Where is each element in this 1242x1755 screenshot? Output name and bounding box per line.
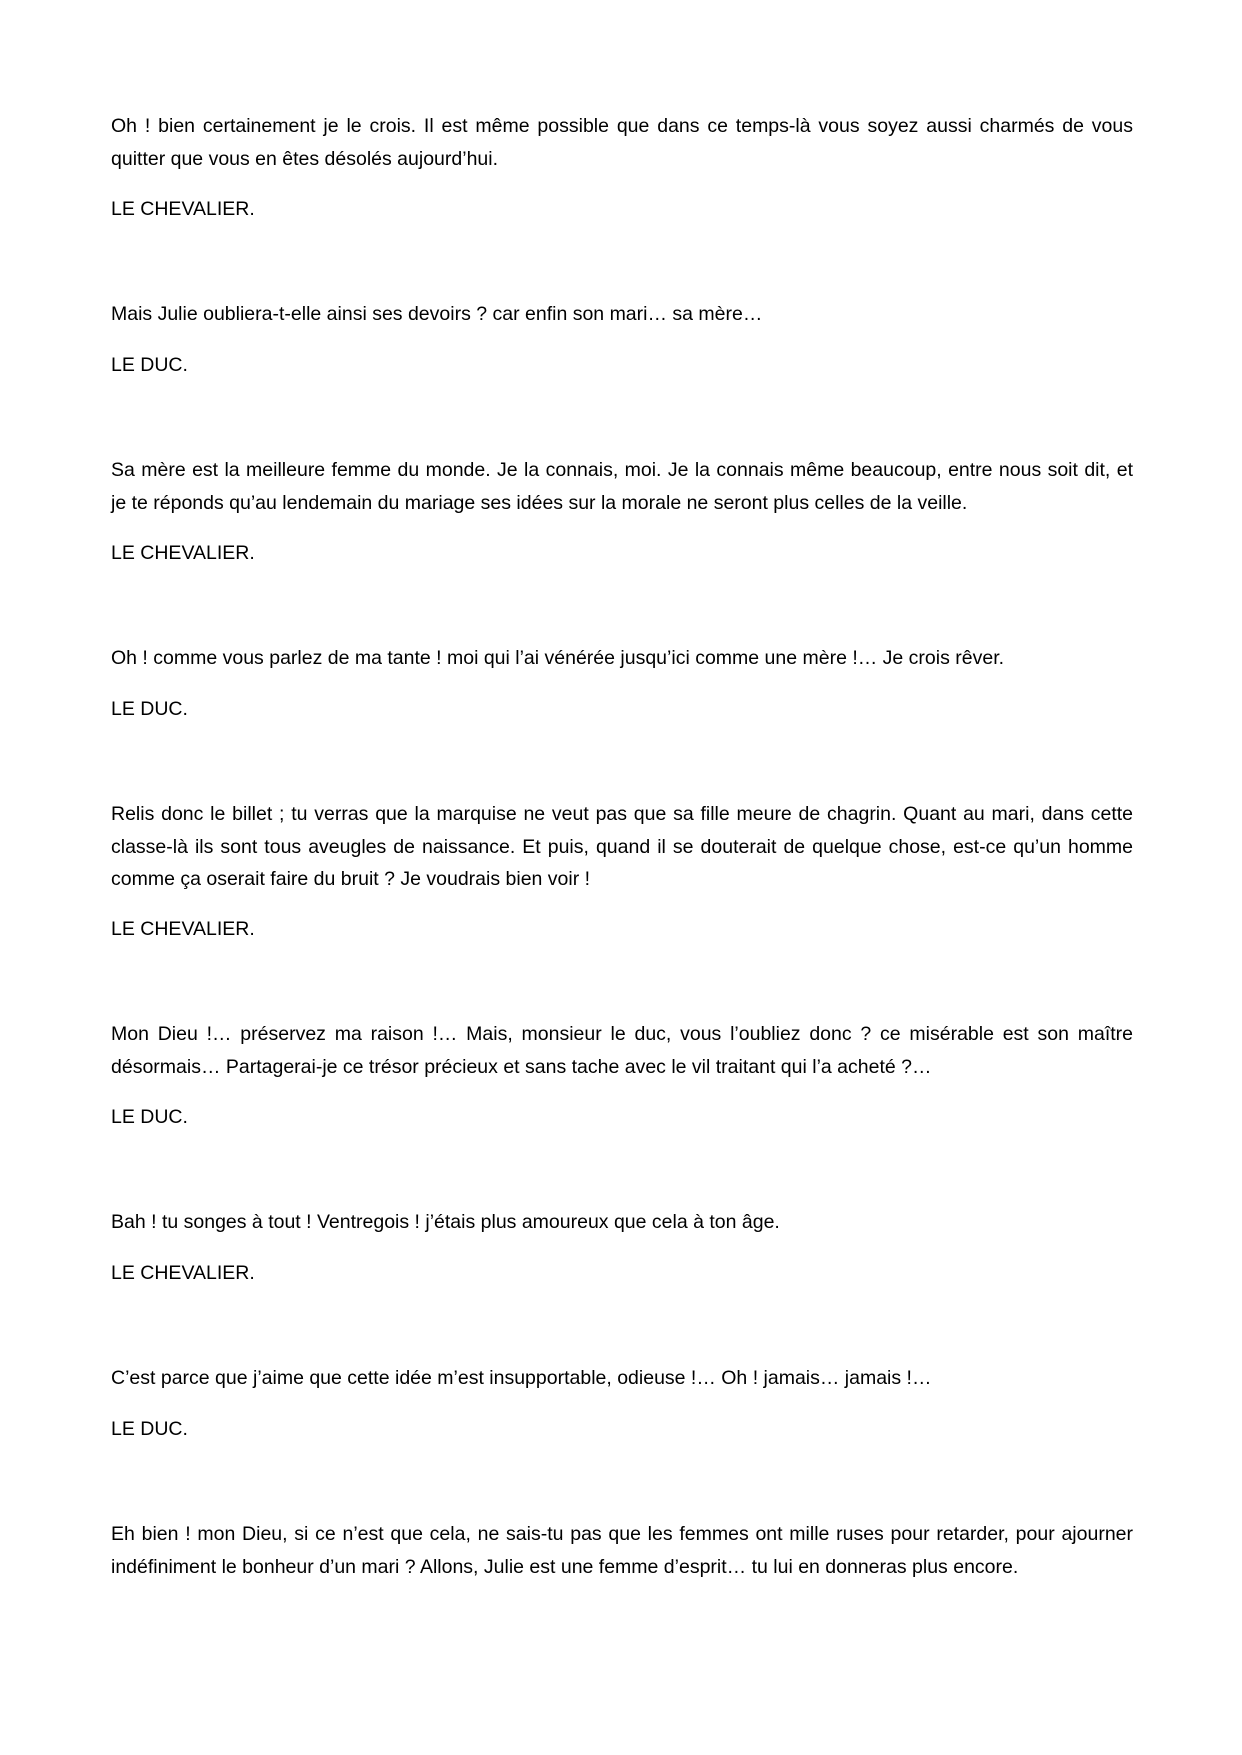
speech-paragraph: Bah ! tu songes à tout ! Ventregois ! j’étais plus amoureux que cela à ton âge. — [111, 1211, 780, 1233]
speaker-label: LE CHEVALIER. — [111, 918, 255, 940]
speech-paragraph: Sa mère est la meilleure femme du monde. Je la connais, moi. Je la connais même beaucoup, entre nous soit dit, et je te réponds qu’au lendemain du mariage ses idées sur la morale ne seront plus celles de la veille. — [111, 459, 1133, 514]
speech-paragraph: Oh ! bien certainement je le crois. Il est même possible que dans ce temps-là vous soyez aussi charmés de vous quitter que vous en êtes désolés aujourd’hui. — [111, 115, 1133, 170]
speaker-label: LE DUC. — [111, 1418, 188, 1440]
speech-paragraph: Relis donc le billet ; tu verras que la marquise ne veut pas que sa fille meure de chagrin. Quant au mari, dans cette classe-là ils sont tous aveugles de naissance. Et puis, quand il se douterait de quelque chose, est-ce qu’un homme comme ça oserait faire du bruit ? Je voudrais bien voir ! — [111, 803, 1133, 890]
speaker-label: LE CHEVALIER. — [111, 1262, 255, 1284]
speaker-label: LE CHEVALIER. — [111, 198, 255, 220]
speaker-label: LE CHEVALIER. — [111, 542, 255, 564]
speaker-label: LE DUC. — [111, 698, 188, 720]
speech-paragraph: C’est parce que j’aime que cette idée m’est insupportable, odieuse !… Oh ! jamais… jamais !… — [111, 1367, 932, 1389]
speech-paragraph: Mais Julie oubliera-t-elle ainsi ses devoirs ? car enfin son mari… sa mère… — [111, 303, 763, 325]
speaker-label: LE DUC. — [111, 1106, 188, 1128]
speaker-label: LE DUC. — [111, 354, 188, 376]
speech-paragraph: Oh ! comme vous parlez de ma tante ! moi qui l’ai vénérée jusqu’ici comme une mère !… Je crois rêver. — [111, 647, 1005, 669]
speech-paragraph: Mon Dieu !… préservez ma raison !… Mais, monsieur le duc, vous l’oubliez donc ? ce misérable est son maître désormais… Partagerai-je ce trésor précieux et sans tache avec le vil traitant qui l’a acheté ?… — [111, 1023, 1133, 1078]
speech-paragraph: Eh bien ! mon Dieu, si ce n’est que cela, ne sais-tu pas que les femmes ont mille ruses pour retarder, pour ajourner indéfiniment le bonheur d’un mari ? Allons, Julie est une femme d’esprit… tu lui en donneras plus encore. — [111, 1523, 1133, 1578]
